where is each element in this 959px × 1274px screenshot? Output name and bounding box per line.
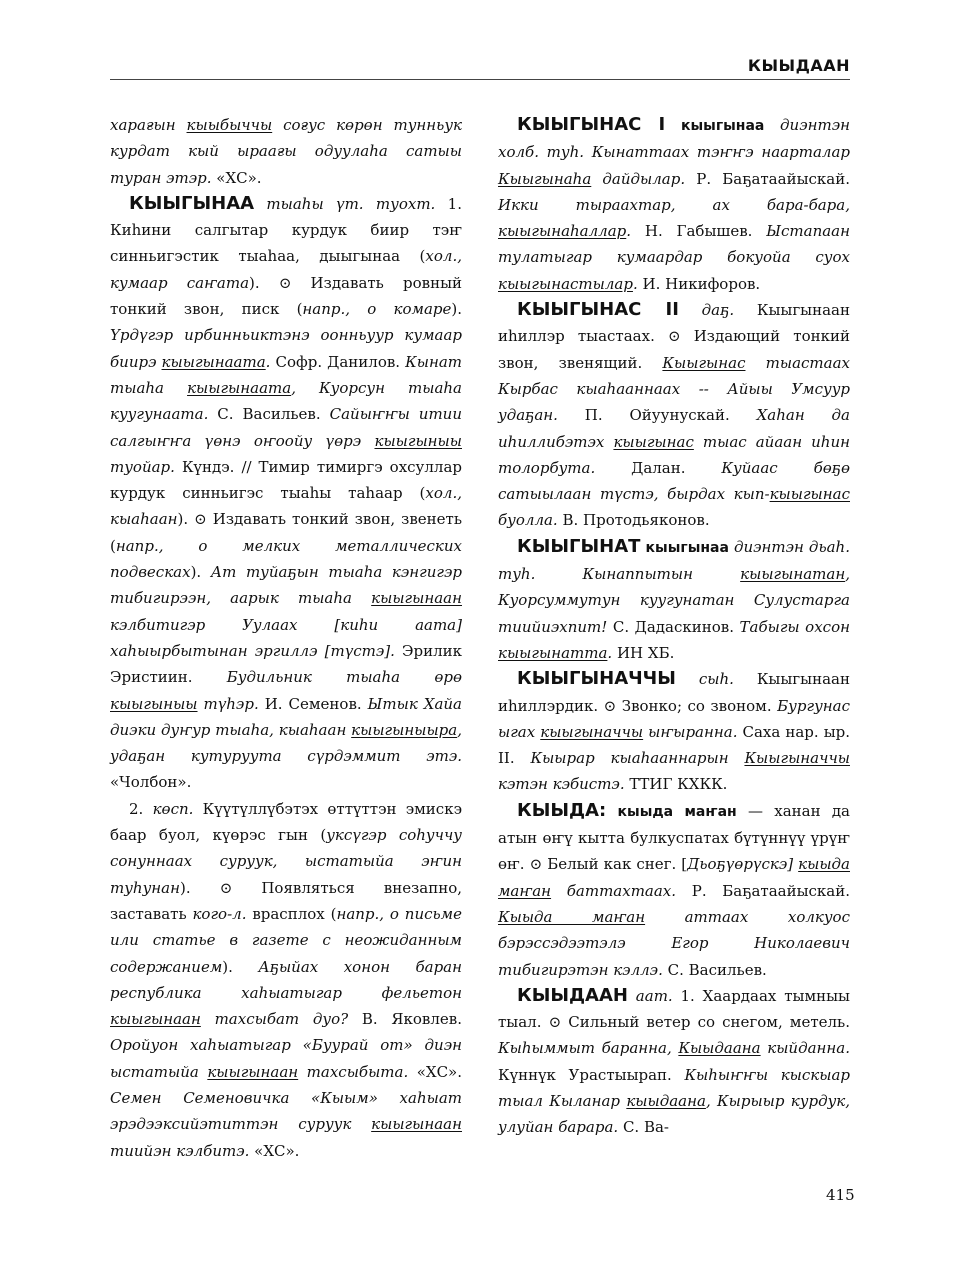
entry-kyygynat: КЫЫГЫНАТ кыыгынаа диэнтэн дьаһ. туһ. Кынаппытын кыыгынатан, Куорсуммутун куугунатан Сулустарга тиийиэхпит! С. Дадаскинов. Табыгы охсон кыыгынатта. ИН ХБ. — [498, 535, 850, 662]
entry-kyygynachchy: КЫЫГЫНАЧЧЫ сыһ. Кыыгынаан иһиллэрдик. ⊙ Звонко; со звоном. Бургунас ыгах кыыгыначчы ыҥыранна. Саха нар. ыр. II. Кыырар кыаһааннарын Кыыгыначчы кэтэн кэбистэ. ТТИГ КХКК. — [498, 668, 851, 794]
translation-marker-icon: ⊙ — [529, 855, 543, 874]
page-number: 415 — [826, 1186, 855, 1204]
entry-kyygynaa-sense-2: 2. көсп. Күүтүллүбэтэх өттүттэн эмискэ баар буол, күөрэс гын (уксүгэр соһуччу сонуннаах суруук, ыстатыйа эҥин туһунан). ⊙ Появляться внезапно, заставать кого-л. врасплох (напр., о письме или статье в газете с неожиданным содержанием). Аҕыйах хонон баран республика хаһыатыгар фельетон кыыгынаан тахсыбат дуо? В. Яковлев. Оройуон хаһыатыгар «Буурай от» диэн ыстатыйа кыыгынаан тахсыбыта. «ХС». Семен Семеновичка «Кыым» хаһыат эрэдээксийэтиттэн суруук кыыгынаан тиийэн кэлбитэ. «ХС». — [110, 799, 462, 1160]
translation-marker-icon: ⊙ — [219, 878, 233, 897]
headword: КЫЫДА: — [517, 799, 607, 821]
entry-kyygynaa: КЫЫГЫНАА тыаһы үт. туохт. 1. Киһини салгытар курдук биир тэҥ синньигэстик тыаһаа, дыыгынаа (хол., кумаар саҥата). ⊙ Издавать ровный тонкий звон, писк (напр., о комаре). Үрдүгэр ирбинньиктэнэ оонньуур кумаар биирэ кыыгынаата. Софр. Данилов. Кынат тыаһа кыыгынаата, Куорсун тыаһа куугунаата. С. Васильев. Сайыҥҥы итии салгыҥҥа үөнэ оҥоойу үөрэ кыыгыныы туойар. Күндэ. // Тимир тимиргэ охсуллар курдук синньигэс тыаһы таһаар (хол., кыаһаан). ⊙ Издавать тонкий звон, звенеть (напр., о мелких металлических подвесках). Ат туйаҕын тыаһа кэнгигэр тибигирээн, аарык тыаһа кыыгынаан кэлбитигэр Уулаах [киһи аата] хаһыырбытынан эргиллэ [түстэ]. Эрилик Эристиин. Будильник тыаһа өрө кыыгыныы түһэр. И. Семенов. Ытык Хайа диэки дуҥур тыаһа, кыаһаан кыыгыныыра, удаҕан кутуруута сүрдэммит этэ. «Чолбон». — [110, 192, 463, 792]
headword: КЫЫДААН — [517, 984, 628, 1006]
entry-kyydaan: КЫЫДААН аат. 1. Хаардаах тымныы тыал. ⊙ Сильный ветер со снегом, метель. Кыһыммыт баранна, Кыыдаана кыйданна. Күннүк Урастыырап. Кыһыҥҥы кыскыар тыал Кыланар кыыдаана, Кырыыр курдук, улуйан барара. С. Ва- — [498, 984, 851, 1137]
running-title: КЫЫДААН — [747, 56, 850, 75]
entry-kyygynas-2: КЫЫГЫНАС II даҕ. Кыыгынаан иһиллэр тыастаах. ⊙ Издающий тонкий звон, звенящий. Кыыгынас тыастаах Кырбас кыаһааннаах -- Айыы Умсуур удаҕан. П. Ойуунускай. Хаһан да иһиллибэтэх кыыгынас тыас айаан иһин толорбута. Далан. Куйаас бөҕө сатыылаан түстэ, бырдах кып-кыыгынас буолла. В. Протодьяконов. — [498, 299, 850, 530]
running-header — [110, 52, 850, 80]
translation-marker-icon: ⊙ — [603, 696, 617, 715]
translation-marker-icon: ⊙ — [194, 510, 207, 529]
right-column — [498, 112, 850, 1141]
entry-continuation: харағын кыыбыччы соғус көрөн тунньук курдат кый ыраағы одуулаһа сатыы туран этэр. «ХС». — [110, 116, 462, 187]
translation-marker-icon: ⊙ — [668, 327, 681, 346]
headword: КЫЫГЫНАТ — [517, 535, 641, 557]
translation-marker-icon: ⊙ — [548, 1013, 562, 1032]
headword: КЫЫГЫНАС I — [517, 114, 666, 135]
headword: КЫЫГЫНАА — [129, 192, 255, 214]
entry-kyyda: КЫЫДА: кыыда маҥан — ханан да атын өҥү кытта булкуспатах бүтүннүү үрүҥ өҥ. ⊙ Белый как снег. [Дьоҕүөрүскэ] кыыда маҥан баттахтаах. Р. Баҕатаайыскай. Кыыда маҥан аттаах холкуос бэрэссэдээтэлэ Егор Николаевич тибигирэтэн кэллэ. С. Васильев. — [498, 799, 851, 979]
headword: КЫЫГЫНАС II — [517, 299, 679, 321]
entry-kyygynas-1: КЫЫГЫНАС I кыыгынаа диэнтэн холб. туһ. Кынаттаах тэҥҥэ наарталар Кыыгынаһа дайдылар. Р. Баҕатаайыскай. Икки тыраахтар, ах бара-бара, кыыгынаһаллар. Н. Габышев. Ыстапаан тулатыгар кумаардар бокуойа суох кыыгынастылар. И. Никифоров. — [498, 114, 850, 293]
left-column — [110, 112, 462, 1164]
headword: КЫЫГЫНАЧЧЫ — [517, 668, 676, 690]
translation-marker-icon: ⊙ — [278, 273, 292, 292]
